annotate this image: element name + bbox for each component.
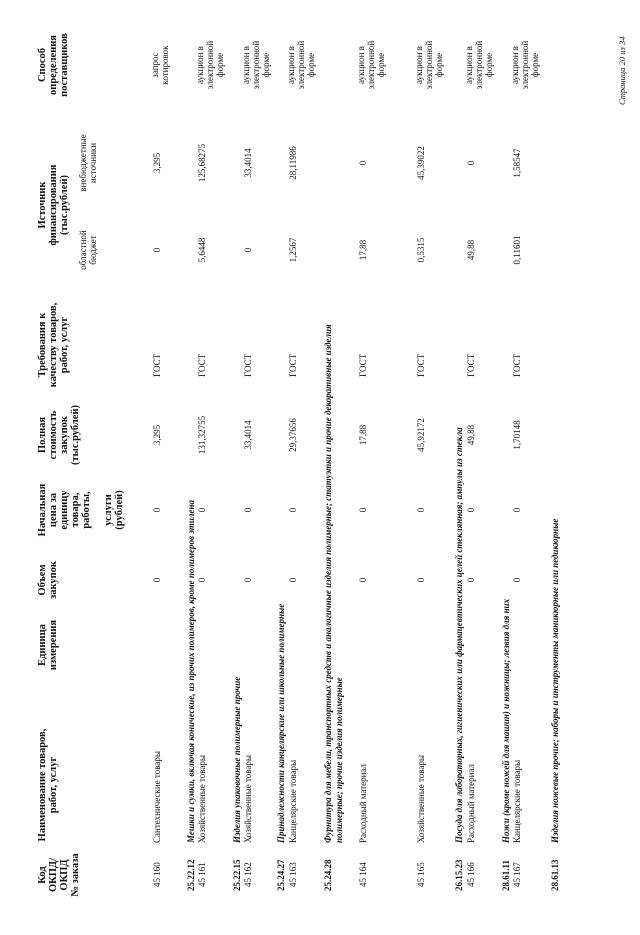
item-volume: 0 [197, 577, 207, 583]
header-cost: закупок [59, 416, 70, 454]
header-financing: (тыс.рублей) [59, 174, 70, 236]
header-method: определения [48, 35, 59, 95]
item-method: котировок [160, 45, 170, 85]
group-code: 25.22.12 [186, 859, 196, 891]
header-code: ОКПД/ [48, 857, 59, 893]
item-requirement: ГОСТ [152, 353, 162, 377]
item-price: 0 [466, 507, 476, 513]
header-price: Начальная [37, 483, 48, 537]
item-extra: 45,39022 [416, 146, 426, 180]
item-extra: 33,4014 [243, 148, 253, 178]
item-name: Расходный материал [358, 764, 368, 843]
item-budget: 0,5315 [416, 237, 426, 263]
item-method: форме [434, 52, 444, 78]
item-extra: 125,68275 [197, 143, 207, 183]
group-title: Ножи (кроме ножей для машин) и ножницы; лезвия для них [501, 598, 511, 843]
header-volume: закупок [48, 561, 59, 599]
item-name: Расходный материал [466, 764, 476, 843]
header-code: № заказа [70, 853, 81, 897]
group-code: 26.15.23 [454, 859, 464, 891]
item-method: электронной [366, 40, 376, 90]
group-title: Принадлежности канцелярские или школьные полимерные [276, 603, 286, 843]
group-title-cont: полимерные; прочие изделия полимерные [334, 677, 344, 843]
header-price: услуги [103, 494, 114, 526]
item-method: форме [530, 52, 540, 78]
item-price: 0 [512, 507, 522, 513]
item-budget: 0 [243, 247, 253, 253]
item-cost: 1,70148 [512, 420, 522, 450]
item-volume: 0 [358, 577, 368, 583]
item-method: аукцион в [464, 46, 474, 84]
item-name: Хозяйственные товары [243, 755, 253, 843]
item-cost: 45,92172 [416, 418, 426, 452]
item-method: форме [484, 52, 494, 78]
item-method: запрос [150, 52, 160, 78]
item-requirement: ГОСТ [416, 353, 426, 377]
header-name: Наименование товаров, [37, 728, 48, 842]
item-requirement: ГОСТ [197, 353, 207, 377]
header-fin-budget: областной [78, 230, 88, 270]
item-budget: 0 [152, 247, 162, 253]
item-method: аукцион в [414, 46, 424, 84]
group-code: 25.24.28 [323, 859, 333, 891]
item-name: Канцелярские товары [512, 759, 522, 843]
item-cost: 131,32755 [197, 415, 207, 455]
item-volume: 0 [288, 577, 298, 583]
item-method: электронной [520, 40, 530, 90]
item-volume: 0 [466, 577, 476, 583]
item-method: аукцион в [510, 46, 520, 84]
header-method: поставщиков [59, 33, 70, 97]
order-number: 45 163 [288, 862, 298, 887]
order-number: 45 165 [416, 862, 426, 887]
header-method: Способ [37, 47, 48, 83]
item-method: электронной [251, 40, 261, 90]
header-cost: (тыс.рублей) [70, 404, 81, 466]
order-number: 45 161 [197, 862, 207, 887]
header-requirements: Требования к [37, 312, 48, 378]
item-extra: 0 [358, 160, 368, 166]
item-volume: 0 [243, 577, 253, 583]
item-method: электронной [424, 40, 434, 90]
item-price: 0 [152, 507, 162, 513]
header-code: Код [37, 866, 48, 884]
header-price: (рублей) [114, 490, 125, 530]
item-cost: 29,37656 [288, 418, 298, 452]
item-name: Канцелярские товары [288, 759, 298, 843]
group-code: 25.22.15 [232, 859, 242, 891]
item-budget: 17,88 [358, 239, 368, 261]
item-name: Хозяйственные товары [416, 755, 426, 843]
group-title: Посуда для лабораторных, гигиенических или фармацевтических целей стеклянная; ампулы из стекла [454, 427, 464, 843]
item-cost: 17,88 [358, 424, 368, 446]
header-fin-budget: бюджет [88, 235, 98, 265]
order-number: 45 167 [512, 862, 522, 887]
item-method: аукцион в [356, 46, 366, 84]
item-budget: 49,88 [466, 239, 476, 261]
item-requirement: ГОСТ [243, 353, 253, 377]
item-budget: 0,11601 [512, 235, 522, 265]
group-code: 28.61.13 [550, 859, 560, 891]
header-requirements: работ, услуг [59, 316, 70, 374]
order-number: 45 160 [152, 862, 162, 887]
header-requirements: качеству товаров, [48, 302, 59, 388]
item-requirement: ГОСТ [466, 353, 476, 377]
item-name: Хозяйственные товары [197, 755, 207, 843]
item-requirement: ГОСТ [288, 353, 298, 377]
header-cost: стоимость [48, 410, 59, 460]
header-unit: измерения [48, 619, 59, 671]
header-cost: Полная [37, 416, 48, 454]
header-volume: Объем [37, 564, 48, 596]
page-footer: Страница 20 из 34 [617, 36, 627, 105]
group-title: Изделия упаковочные полимерные прочие [232, 676, 242, 843]
header-unit: Единица [37, 624, 48, 666]
header-price: цена за [48, 492, 59, 528]
item-volume: 0 [512, 577, 522, 583]
group-title: Фурнитура для мебели, транспортных средств и аналогичные изделия полимерные; статуэтки и прочие декоративные изделия [323, 324, 333, 843]
order-number: 45 162 [243, 862, 253, 887]
item-extra: 1,58547 [512, 148, 522, 178]
header-fin-extra: источники [88, 142, 98, 184]
order-number: 45 166 [466, 862, 476, 887]
item-volume: 0 [416, 577, 426, 583]
header-name: работ, услуг [48, 756, 59, 814]
item-extra: 0 [466, 160, 476, 166]
item-budget: 5,6448 [197, 237, 207, 263]
header-price: единицу [59, 490, 70, 530]
item-method: форме [215, 52, 225, 78]
item-method: аукцион в [241, 46, 251, 84]
item-method: аукцион в [195, 46, 205, 84]
group-code: 25.24.27 [276, 859, 286, 891]
header-fin-extra: внебюджетные [78, 134, 88, 192]
item-requirement: ГОСТ [358, 353, 368, 377]
item-price: 0 [358, 507, 368, 513]
item-cost: 33,4014 [243, 420, 253, 450]
header-code: ОКПД [59, 859, 70, 891]
header-price: работы, [81, 491, 92, 529]
item-cost: 49,88 [466, 424, 476, 446]
header-financing: Источник [37, 181, 48, 229]
header-price: товара, [70, 492, 81, 528]
item-method: аукцион в [286, 46, 296, 84]
item-method: форме [261, 52, 271, 78]
item-price: 0 [416, 507, 426, 513]
item-price: 0 [243, 507, 253, 513]
item-price: 0 [288, 507, 298, 513]
group-title: Изделия ножевые прочие; наборы и инструменты маникюрные или педикюрные [550, 518, 560, 843]
order-number: 45 164 [358, 862, 368, 887]
item-name: Сантехнические товары [152, 751, 162, 843]
item-volume: 0 [152, 577, 162, 583]
group-code: 28.61.11 [501, 859, 511, 891]
item-method: электронной [296, 40, 306, 90]
item-method: электронной [205, 40, 215, 90]
item-cost: 3,295 [152, 424, 162, 446]
header-financing: финансирования [48, 164, 59, 246]
item-requirement: ГОСТ [512, 353, 522, 377]
item-method: форме [376, 52, 386, 78]
item-budget: 1,2567 [288, 237, 298, 263]
item-method: форме [306, 52, 316, 78]
item-extra: 3,295 [152, 152, 162, 174]
item-extra: 28,11986 [288, 146, 298, 180]
item-price: 0 [197, 507, 207, 513]
item-method: электронной [474, 40, 484, 90]
group-title: Мешки и сумки, включая конические, из прочих полимеров, кроме полимеров этилена [186, 500, 196, 843]
